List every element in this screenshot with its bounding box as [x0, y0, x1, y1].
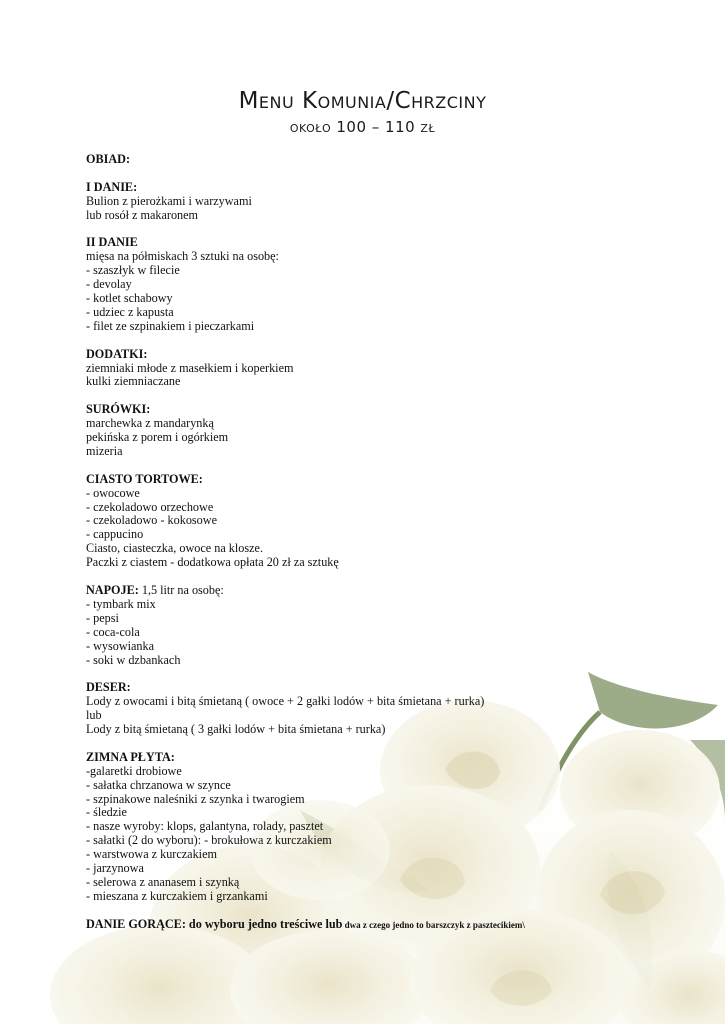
menu-section — [86, 681, 706, 737]
menu-item: kulki ziemniaczane — [86, 374, 181, 389]
section-heading-line — [86, 348, 706, 362]
menu-item: - devolay — [86, 277, 132, 292]
menu-item: - cappucino — [86, 527, 144, 542]
menu-item: - coca-cola — [86, 624, 140, 639]
section-heading: NAPOJE: — [86, 583, 139, 597]
menu-item: ziemniaki młode z masełkiem i koperkiem — [86, 360, 294, 375]
menu-item: - owocowe — [86, 485, 140, 500]
section-heading: ZIMNA PŁYTA: — [86, 749, 175, 764]
section-heading-line — [86, 681, 706, 695]
menu-section — [86, 751, 706, 904]
menu-item: - wysowianka — [86, 638, 155, 653]
section-heading-line — [86, 751, 706, 765]
menu-item: - udziec z kapusta — [86, 304, 174, 319]
section-heading-line — [86, 473, 706, 487]
section-heading: SURÓWKI: — [86, 402, 151, 417]
menu-section — [86, 584, 706, 667]
menu-item: - warstwowa z kurczakiem — [86, 847, 217, 862]
menu-item: - jarzynowa — [86, 861, 144, 876]
section-heading: I DANIE: — [86, 179, 138, 194]
menu-item: - filet ze szpinakiem i pieczarkami — [86, 318, 255, 333]
menu-section — [86, 403, 706, 459]
menu-item: -galaretki drobiowe — [86, 763, 182, 778]
menu-section — [86, 236, 706, 333]
section-heading-line — [86, 181, 706, 195]
menu-item: Lody z owocami i bitą śmietaną ( owoce + 2 gałki lodów + bita śmietana + rurka) — [86, 694, 485, 709]
section-heading-line — [86, 403, 706, 417]
section-heading-line — [86, 584, 706, 598]
hot-dish-text: do wyboru jedno treściwe lub — [185, 916, 343, 931]
section-heading: OBIAD: — [86, 152, 131, 166]
menu-item: - tymbark mix — [86, 596, 156, 611]
section-heading-line — [86, 236, 706, 250]
menu-item: mięsa na półmiskach 3 sztuki na osobę: — [86, 249, 279, 264]
menu-item: - kotlet schabowy — [86, 291, 173, 306]
menu-item: - sałatka chrzanowa w szynce — [86, 777, 231, 792]
menu-item: Ciasto, ciasteczka, owoce na klosze. — [86, 541, 263, 556]
menu-item: - selerowa z ananasem i szynką — [86, 875, 240, 889]
menu-section — [86, 473, 706, 570]
menu-item: - śledzie — [86, 805, 127, 820]
hot-dish-heading: DANIE GORĄCE: — [86, 916, 186, 931]
section-heading-note: 1,5 litr na osobę: — [138, 583, 224, 597]
menu-item: - sałatki (2 do wyboru): - brokułowa z kurczakiem — [86, 833, 332, 848]
menu-section — [86, 348, 706, 390]
menu-item: pekińska z porem i ogórkiem — [86, 430, 229, 445]
page-title: Menu Komunia/Chrzciny — [238, 88, 487, 114]
menu-item: - mieszana z kurczakiem i grzankami — [86, 888, 268, 903]
menu-item: lub rosół z makaronem — [86, 207, 199, 222]
menu-item: marchewka z mandarynką — [86, 416, 214, 431]
section-heading: CIASTO TORTOWE: — [86, 471, 203, 486]
menu-item: - czekoladowo - kokosowe — [86, 513, 217, 528]
menu-item: - szaszłyk w filecie — [86, 263, 180, 278]
menu-item: mizeria — [86, 443, 123, 458]
menu-content — [86, 153, 706, 933]
menu-section — [86, 153, 706, 167]
menu-item: - soki w dzbankach — [86, 652, 181, 667]
section-heading: DESER: — [86, 680, 131, 695]
hot-dish-note: dwa z czego jedno to barszczyk z pasztecikiem\ — [342, 919, 525, 930]
price-subtitle: około 100 – 110 zł — [289, 118, 436, 136]
menu-item: - nasze wyroby: klops, galantyna, rolady, pasztet — [86, 819, 324, 834]
section-heading-line — [86, 153, 706, 167]
menu-item: - pepsi — [86, 610, 119, 625]
menu-item: Bulion z pierożkami i warzywami — [86, 193, 252, 208]
menu-item: - czekoladowo orzechowe — [86, 499, 214, 514]
hot-dish-line — [86, 918, 706, 933]
menu-item: Paczki z ciastem - dodatkowa opłata 20 zł za sztukę — [86, 555, 339, 570]
menu-item: - szpinakowe naleśniki z szynka i twarogiem — [86, 791, 305, 806]
menu-item: lub — [86, 708, 102, 723]
section-heading: DODATKI: — [86, 346, 148, 361]
section-heading: II DANIE — [86, 235, 138, 250]
menu-section — [86, 181, 706, 223]
menu-item: Lody z bitą śmietaną ( 3 gałki lodów + bita śmietana + rurka) — [86, 722, 386, 737]
